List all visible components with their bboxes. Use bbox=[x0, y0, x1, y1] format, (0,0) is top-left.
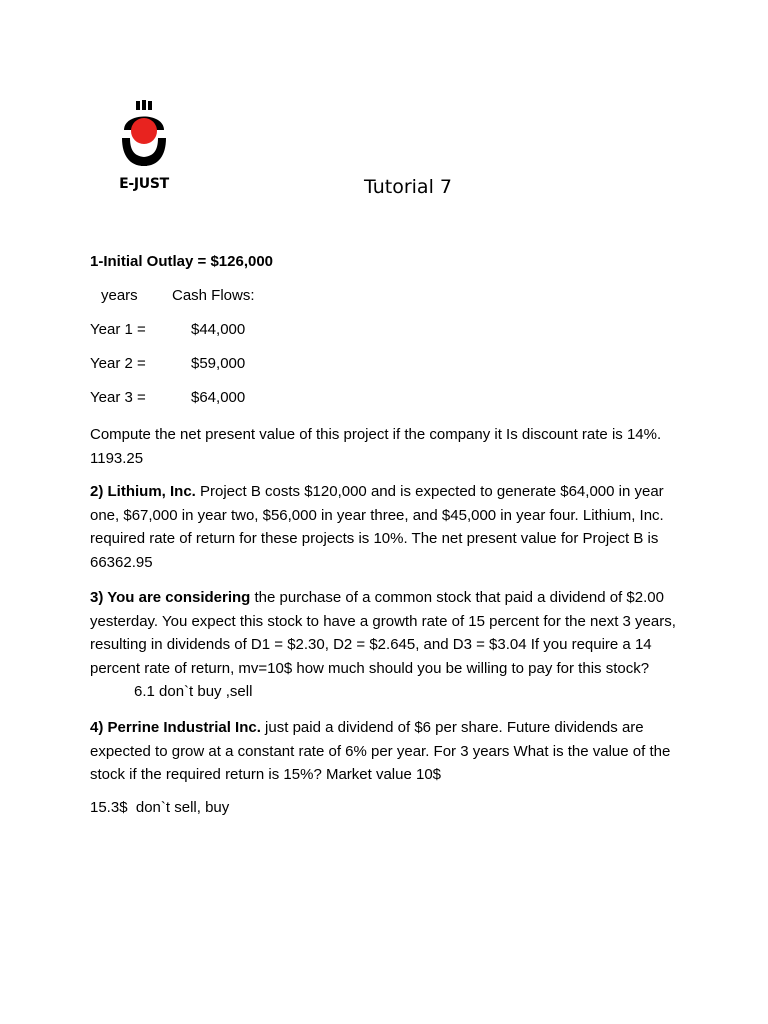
ejust-logo bbox=[112, 100, 176, 194]
q3-lead: 3) You are considering bbox=[90, 589, 251, 606]
q1-row-label: Year 2 = bbox=[90, 355, 146, 372]
q2-lead: 2) Lithium, Inc. bbox=[90, 483, 196, 500]
q1-row-value: $64,000 bbox=[191, 389, 246, 406]
page-title: Tutorial 7 bbox=[364, 176, 452, 198]
q1-row-label: Year 1 = bbox=[90, 321, 146, 338]
ejust-emblem-icon bbox=[112, 100, 176, 176]
red-dot bbox=[131, 118, 157, 144]
q3-answer: 6.1 don`t buy ,sell bbox=[134, 683, 253, 700]
q3-text: the purchase of a common stock that paid a dividend of $2.00 yesterday. You expect this stock to have a growth rate of 15 percent for the next 3 years, resulting in dividends of D1 = $2.30, D2 = $2.645, and D3 = $3.04 If you require a 14 percent rate of return, mv=10$ how much should you be willing to pay for this stock? bbox=[90, 589, 676, 677]
q1-row-label: Year 3 = bbox=[90, 389, 146, 406]
q1-row-value: $59,000 bbox=[191, 355, 246, 372]
q1-row-value: $44,000 bbox=[191, 321, 246, 338]
q3-paragraph bbox=[90, 586, 690, 704]
q4-paragraph bbox=[90, 716, 690, 787]
q1-question: Compute the net present value of this project if the company it Is discount rate is 14%. 1193.25 bbox=[90, 426, 662, 467]
q2-paragraph bbox=[90, 480, 690, 574]
q4-lead: 4) Perrine Industrial Inc. bbox=[90, 719, 261, 736]
q2-text: Project B costs $120,000 and is expected to generate $64,000 in year one, $67,000 in year two, $56,000 in year three, and $45,000 in year four. Lithium, Inc. required rate of return for these projects is 10%. The net present value for Project B is bbox=[90, 483, 664, 547]
q4-text: just paid a dividend of $6 per share. Future dividends are expected to grow at a constant rate of 6% per year. For 3 years What is the value of the stock if the required return is 15%? Market value 10$ bbox=[90, 719, 671, 783]
q1-col-years: years bbox=[101, 287, 138, 304]
logo-text: E-JUST bbox=[119, 176, 169, 192]
q1-heading: 1-Initial Outlay = $126,000 bbox=[90, 253, 274, 270]
q2-answer: 66362.95 bbox=[90, 553, 153, 571]
q4-answer: 15.3$ don`t sell, buy bbox=[90, 799, 230, 816]
q1-col-cash: Cash Flows: bbox=[172, 287, 255, 304]
